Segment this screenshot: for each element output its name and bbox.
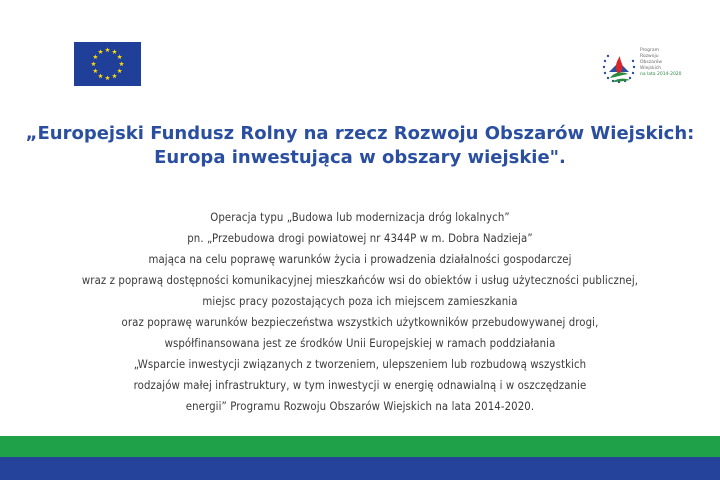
prow-logo-text [640,48,682,78]
body-line: mająca na celu poprawę warunków życia i prowadzenia działalności gospodarczej [148,253,572,266]
eu-star-icon [98,74,103,79]
eu-star-icon [93,68,98,73]
prow-logo [598,44,682,92]
body-line: wraz z poprawą dostępności komunikacyjnej mieszkańców wsi do obiektów i usług użyteczności publicznej, [81,274,639,287]
body-text [0,207,720,417]
body-line: energii” Programu Rozwoju Obszarów Wiejskich na lata 2014-2020. [185,400,535,413]
headline-line-1: „Europejski Fundusz Rolny na rzecz Rozwoju Obszarów Wiejskich: [25,123,695,144]
prow-logo-years: na lata 2014-2020 [640,72,682,77]
footer-band-blue [0,457,720,480]
eu-star-icon [112,49,117,54]
eu-stars-icon [74,42,141,86]
eu-star-icon [98,49,103,54]
footer-band-green [0,436,720,457]
eu-star-icon [117,54,122,59]
body-line: współfinansowana jest ze środków Unii Europejskiej w ramach poddziałania [164,337,556,350]
eu-star-icon [105,75,110,80]
prow-logo-line-1: Program [640,48,659,53]
eu-star-icon [91,61,96,66]
headline [0,122,720,170]
eu-star-icon [93,54,98,59]
prow-logo-line-4: Wiejskich [640,66,662,71]
prow-logo-line-3: Obszarów [640,60,663,65]
eu-flag-icon [74,42,141,86]
body-line: Operacja typu „Budowa lub modernizacja dróg lokalnych” [210,211,510,224]
body-line: „Wsparcie inwestycji związanych z tworzeniem, ulepszeniem lub rozbudową wszystkich [133,358,587,371]
prow-logo-emblem-icon [598,44,640,92]
eu-star-icon [117,68,122,73]
eu-star-icon [105,47,110,52]
prow-logo-line-2: Rozwoju [640,54,659,59]
body-line: oraz poprawę warunków bezpieczeństwa wszystkich użytkowników przebudowywanej drogi, [121,316,599,329]
eu-star-icon [112,74,117,79]
body-line: miejsc pracy pozostających poza ich miejscem zamieszkania [202,295,518,308]
body-line: rodzajów małej infrastruktury, w tym inwestycji w energię odnawialną i w oszczędzanie [133,379,587,392]
eu-star-icon [119,61,124,66]
headline-line-2: Europa inwestująca w obszary wiejskie". [154,147,566,168]
body-line: pn. „Przebudowa drogi powiatowej nr 4344P w m. Dobra Nadzieja” [187,232,533,245]
